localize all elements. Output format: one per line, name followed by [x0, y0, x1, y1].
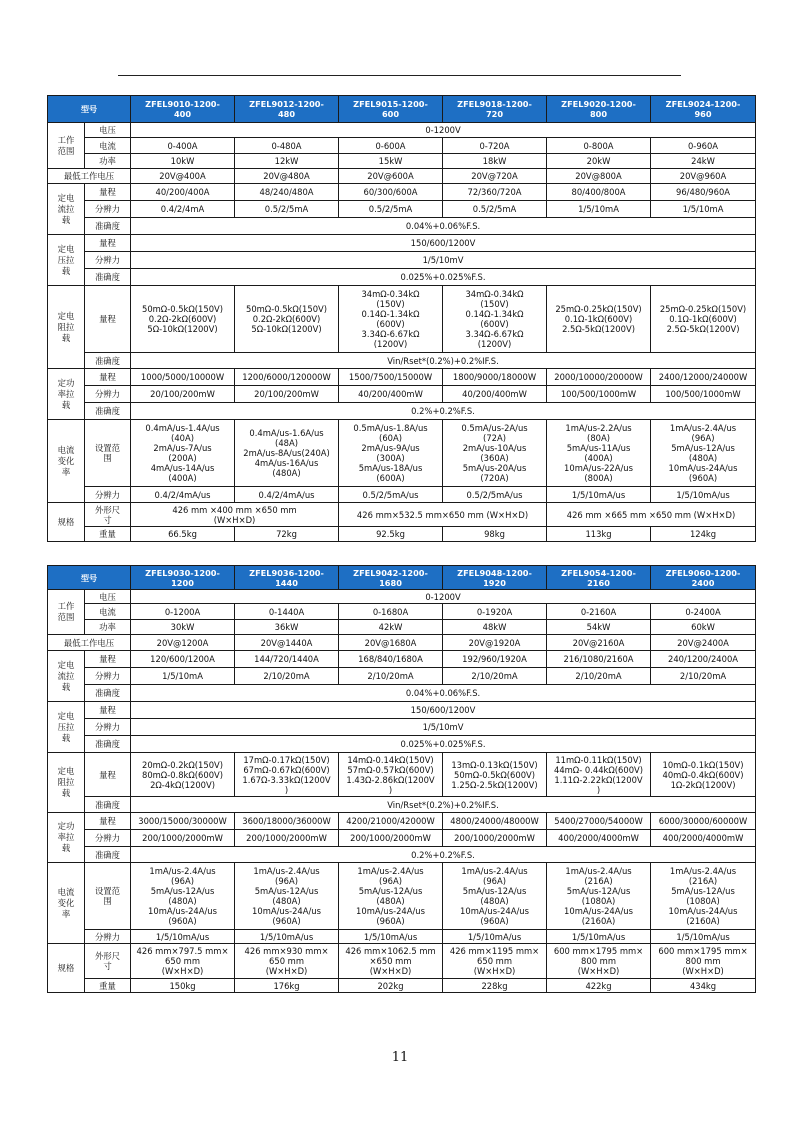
setting-label: 设置范 围 — [85, 420, 131, 487]
cr-range-value: 14mΩ-0.14kΩ(150V) 57mΩ-0.57kΩ(600V) 1.43Ω-2.86kΩ(1200V ) — [339, 753, 443, 797]
resolution-label: 分辨力 — [85, 252, 131, 269]
cp-range-value: 6000/30000/60000W — [651, 813, 756, 830]
cv-resolution-row — [48, 719, 756, 736]
slew-resolution-value: 1/5/10mA/us — [235, 930, 339, 944]
cc-resolution-value: 2/10/20mA — [547, 668, 651, 685]
dimensions-value: 426 mm ×400 mm ×650 mm (W×H×D) — [131, 503, 339, 527]
min-voltage-label: 最低工作电压 — [48, 635, 131, 651]
cc-resolution-value: 0.5/2/5mA — [443, 201, 547, 218]
cp-range-value: 2000/10000/20000W — [547, 369, 651, 386]
model-name: ZFEL9036-1200- 1440 — [235, 566, 339, 590]
current-row — [48, 604, 756, 620]
weight-label: 重量 — [85, 527, 131, 542]
power-value: 18kW — [443, 154, 547, 169]
range-label: 量程 — [85, 753, 131, 797]
dimensions-row — [48, 503, 756, 527]
cp-group-label: 定功 率拉 载 — [48, 369, 85, 420]
power-value: 20kW — [547, 154, 651, 169]
slew-resolution-value: 1/5/10mA/us — [547, 930, 651, 944]
cc-range-value: 40/200/400A — [131, 184, 235, 201]
cp-resolution-value: 100/500/1000mW — [651, 386, 756, 403]
model-name: ZFEL9042-1200- 1680 — [339, 566, 443, 590]
accuracy-label: 准确度 — [85, 685, 131, 702]
slew-setting-value: 1mA/us-2.4A/us (216A) 5mA/us-12A/us (1080A) 10mA/us-24A/us (2160A) — [651, 863, 756, 930]
cc-resolution-row — [48, 201, 756, 218]
min-voltage-value: 20V@1680A — [339, 635, 443, 651]
slew-setting-row — [48, 863, 756, 930]
weight-value: 92.5kg — [339, 527, 443, 542]
cv-accuracy-value: 0.025%+0.025%F.S. — [131, 269, 756, 286]
slew-setting-value: 1mA/us-2.4A/us (96A) 5mA/us-12A/us (480A) 10mA/us-24A/us (960A) — [443, 863, 547, 930]
weight-value: 422kg — [547, 979, 651, 993]
weight-label: 重量 — [85, 979, 131, 993]
current-value: 0-1680A — [339, 604, 443, 620]
power-row — [48, 620, 756, 635]
header-rule — [118, 75, 681, 76]
cc-range-value: 192/960/1920A — [443, 651, 547, 668]
cr-range-value: 13mΩ-0.13kΩ(150V) 50mΩ-0.5kΩ(600V) 1.25Ω-2.5kΩ(1200V) — [443, 753, 547, 797]
slew-group-label: 电流 变化 率 — [48, 863, 85, 944]
current-value: 0-720A — [443, 138, 547, 154]
cr-range-value: 50mΩ-0.5kΩ(150V) 0.2Ω-2kΩ(600V) 5Ω-10kΩ(1200V) — [131, 286, 235, 353]
cr-group-label: 定电 阻拉 载 — [48, 753, 85, 813]
cv-accuracy-row — [48, 269, 756, 286]
range-label: 量程 — [85, 651, 131, 668]
cc-resolution-value: 2/10/20mA — [339, 668, 443, 685]
power-value: 30kW — [131, 620, 235, 635]
min-voltage-value: 20V@1440A — [235, 635, 339, 651]
slew-resolution-value: 1/5/10mA/us — [443, 930, 547, 944]
slew-resolution-value: 1/5/10mA/us — [547, 487, 651, 503]
slew-resolution-value: 1/5/10mA/us — [131, 930, 235, 944]
current-row — [48, 138, 756, 154]
cc-accuracy-value: 0.04%+0.06%F.S. — [131, 218, 756, 235]
cc-range-value: 96/480/960A — [651, 184, 756, 201]
power-row — [48, 154, 756, 169]
power-value: 12kW — [235, 154, 339, 169]
model-header-row — [48, 96, 756, 123]
model-name: ZFEL9015-1200- 600 — [339, 96, 443, 123]
power-value: 10kW — [131, 154, 235, 169]
current-value: 0-960A — [651, 138, 756, 154]
cr-range-value: 20mΩ-0.2kΩ(150V) 80mΩ-0.8kΩ(600V) 2Ω-4kΩ(1200V) — [131, 753, 235, 797]
accuracy-label: 准确度 — [85, 269, 131, 286]
cp-range-value: 4200/21000/42000W — [339, 813, 443, 830]
current-value: 0-1440A — [235, 604, 339, 620]
current-value: 0-1200A — [131, 604, 235, 620]
dimensions-value: 426 mm×1195 mm× 650 mm (W×H×D) — [443, 944, 547, 979]
cv-range-row — [48, 235, 756, 252]
cr-range-value: 17mΩ-0.17kΩ(150V) 67mΩ-0.67kΩ(600V) 1.67Ω-3.33kΩ(1200V ) — [235, 753, 339, 797]
voltage-value: 0-1200V — [131, 123, 756, 138]
current-value: 0-1920A — [443, 604, 547, 620]
min-voltage-value: 20V@720A — [443, 169, 547, 184]
cc-accuracy-row — [48, 218, 756, 235]
range-label: 量程 — [85, 813, 131, 830]
cv-group-label: 定电 压拉 载 — [48, 702, 85, 753]
resolution-label: 分辨力 — [85, 830, 131, 847]
cv-resolution-row — [48, 252, 756, 269]
min-voltage-value: 20V@1920A — [443, 635, 547, 651]
model-name: ZFEL9020-1200- 800 — [547, 96, 651, 123]
power-value: 48kW — [443, 620, 547, 635]
slew-setting-value: 0.5mA/us-1.8A/us (60A) 2mA/us-9A/us (300A) 5mA/us-18A/us (600A) — [339, 420, 443, 487]
min-voltage-value: 20V@960A — [651, 169, 756, 184]
cp-range-value: 1200/6000/120000W — [235, 369, 339, 386]
slew-resolution-value: 0.5/2/5mA/us — [443, 487, 547, 503]
voltage-row — [48, 590, 756, 604]
range-label: 量程 — [85, 369, 131, 386]
cp-resolution-value: 200/1000/2000mW — [235, 830, 339, 847]
model-name: ZFEL9024-1200- 960 — [651, 96, 756, 123]
dimensions-value: 600 mm×1795 mm× 800 mm (W×H×D) — [547, 944, 651, 979]
weight-value: 72kg — [235, 527, 339, 542]
model-name: ZFEL9060-1200- 2400 — [651, 566, 756, 590]
cc-group-label: 定电 流拉 载 — [48, 651, 85, 702]
cr-accuracy-value: Vin/Rset*(0.2%)+0.2%IF.S. — [131, 353, 756, 369]
slew-setting-value: 0.4mA/us-1.4A/us (40A) 2mA/us-7A/us (200A) 4mA/us-14A/us (400A) — [131, 420, 235, 487]
spec-table-2 — [47, 565, 756, 993]
slew-setting-value: 1mA/us-2.4A/us (96A) 5mA/us-12A/us (480A) 10mA/us-24A/us (960A) — [131, 863, 235, 930]
cr-group-label: 定电 阻拉 载 — [48, 286, 85, 369]
cp-resolution-value: 200/1000/2000mW — [339, 830, 443, 847]
current-label: 电流 — [85, 138, 131, 154]
cc-range-row — [48, 184, 756, 201]
cp-range-row — [48, 369, 756, 386]
voltage-value: 0-1200V — [131, 590, 756, 604]
power-value: 15kW — [339, 154, 443, 169]
slew-resolution-value: 1/5/10mA/us — [339, 930, 443, 944]
cv-resolution-value: 1/5/10mV — [131, 719, 756, 736]
current-value: 0-800A — [547, 138, 651, 154]
min-voltage-value: 20V@800A — [547, 169, 651, 184]
power-value: 36kW — [235, 620, 339, 635]
cc-resolution-value: 2/10/20mA — [235, 668, 339, 685]
weight-row — [48, 527, 756, 542]
cc-resolution-value: 1/5/10mA — [651, 201, 756, 218]
power-value: 24kW — [651, 154, 756, 169]
weight-value: 202kg — [339, 979, 443, 993]
cv-group-label: 定电 压拉 载 — [48, 235, 85, 286]
power-label: 功率 — [85, 154, 131, 169]
power-value: 54kW — [547, 620, 651, 635]
cc-group-label: 定电 流拉 载 — [48, 184, 85, 235]
cr-accuracy-row — [48, 797, 756, 813]
range-group-label: 工作 范围 — [48, 590, 85, 635]
weight-value: 124kg — [651, 527, 756, 542]
weight-value: 434kg — [651, 979, 756, 993]
dimensions-value: 426 mm×930 mm× 650 mm (W×H×D) — [235, 944, 339, 979]
cc-resolution-value: 0.4/2/4mA — [131, 201, 235, 218]
model-name: ZFEL9012-1200- 480 — [235, 96, 339, 123]
min-voltage-value: 20V@2160A — [547, 635, 651, 651]
cr-accuracy-value: Vin/Rset*(0.2%)+0.2%IF.S. — [131, 797, 756, 813]
min-voltage-label: 最低工作电压 — [48, 169, 131, 184]
dimensions-label: 外形尺 寸 — [85, 503, 131, 527]
cc-range-value: 240/1200/2400A — [651, 651, 756, 668]
cp-range-value: 3600/18000/36000W — [235, 813, 339, 830]
slew-resolution-value: 0.4/2/4mA/us — [235, 487, 339, 503]
current-value: 0-2160A — [547, 604, 651, 620]
weight-value: 66.5kg — [131, 527, 235, 542]
cc-resolution-value: 0.5/2/5mA — [339, 201, 443, 218]
cc-accuracy-row — [48, 685, 756, 702]
cv-accuracy-row — [48, 736, 756, 753]
range-group-label: 工作 范围 — [48, 123, 85, 169]
cp-range-value: 5400/27000/54000W — [547, 813, 651, 830]
dimensions-label: 外形尺 寸 — [85, 944, 131, 979]
cp-resolution-value: 40/200/400mW — [339, 386, 443, 403]
resolution-label: 分辨力 — [85, 386, 131, 403]
slew-setting-row — [48, 420, 756, 487]
voltage-label: 电压 — [85, 590, 131, 604]
cv-range-value: 150/600/1200V — [131, 235, 756, 252]
model-label: 型号 — [48, 96, 131, 123]
slew-setting-value: 1mA/us-2.4A/us (96A) 5mA/us-12A/us (480A) 10mA/us-24A/us (960A) — [651, 420, 756, 487]
current-value: 0-2400A — [651, 604, 756, 620]
dimensions-value: 426 mm×532.5 mm×650 mm (W×H×D) — [339, 503, 547, 527]
weight-row — [48, 979, 756, 993]
resolution-label: 分辨力 — [85, 719, 131, 736]
cc-resolution-value: 2/10/20mA — [443, 668, 547, 685]
model-name: ZFEL9048-1200- 1920 — [443, 566, 547, 590]
slew-setting-value: 1mA/us-2.4A/us (96A) 5mA/us-12A/us (480A) 10mA/us-24A/us (960A) — [339, 863, 443, 930]
cp-resolution-value: 40/200/400mW — [443, 386, 547, 403]
slew-resolution-row — [48, 930, 756, 944]
cc-range-row — [48, 651, 756, 668]
cc-resolution-row — [48, 668, 756, 685]
cr-range-value: 34mΩ-0.34kΩ (150V) 0.14Ω-1.34kΩ (600V) 3.34Ω-6.67kΩ (1200V) — [339, 286, 443, 353]
current-value: 0-480A — [235, 138, 339, 154]
cp-range-value: 1800/9000/18000W — [443, 369, 547, 386]
cp-accuracy-row — [48, 847, 756, 863]
cp-resolution-row — [48, 830, 756, 847]
current-label: 电流 — [85, 604, 131, 620]
model-header-row — [48, 566, 756, 590]
dimensions-value: 426 mm×797.5 mm× 650 mm (W×H×D) — [131, 944, 235, 979]
spec-group-label: 规格 — [48, 944, 85, 993]
power-value: 42kW — [339, 620, 443, 635]
cr-range-value: 25mΩ-0.25kΩ(150V) 0.1Ω-1kΩ(600V) 2.5Ω-5kΩ(1200V) — [547, 286, 651, 353]
min-voltage-value: 20V@600A — [339, 169, 443, 184]
dimensions-value: 600 mm×1795 mm× 800 mm (W×H×D) — [651, 944, 756, 979]
min-voltage-value: 20V@400A — [131, 169, 235, 184]
cp-accuracy-value: 0.2%+0.2%F.S. — [131, 403, 756, 420]
weight-value: 176kg — [235, 979, 339, 993]
range-label: 量程 — [85, 286, 131, 353]
slew-group-label: 电流 变化 率 — [48, 420, 85, 503]
power-label: 功率 — [85, 620, 131, 635]
accuracy-label: 准确度 — [85, 736, 131, 753]
min-voltage-row — [48, 635, 756, 651]
cc-resolution-value: 0.5/2/5mA — [235, 201, 339, 218]
cr-range-value: 50mΩ-0.5kΩ(150V) 0.2Ω-2kΩ(600V) 5Ω-10kΩ(1200V) — [235, 286, 339, 353]
slew-resolution-value: 0.4/2/4mA/us — [131, 487, 235, 503]
cp-range-value: 3000/15000/30000W — [131, 813, 235, 830]
slew-setting-value: 1mA/us-2.4A/us (216A) 5mA/us-12A/us (1080A) 10mA/us-24A/us (2160A) — [547, 863, 651, 930]
cp-accuracy-value: 0.2%+0.2%F.S. — [131, 847, 756, 863]
slew-setting-value: 0.4mA/us-1.6A/us (48A) 2mA/us-8A/us(240A) 4mA/us-16A/us (480A) — [235, 420, 339, 487]
resolution-label: 分辨力 — [85, 201, 131, 218]
cp-range-value: 2400/12000/24000W — [651, 369, 756, 386]
range-label: 量程 — [85, 235, 131, 252]
cp-accuracy-row — [48, 403, 756, 420]
cv-resolution-value: 1/5/10mV — [131, 252, 756, 269]
model-name: ZFEL9018-1200- 720 — [443, 96, 547, 123]
accuracy-label: 准确度 — [85, 218, 131, 235]
setting-label: 设置范 围 — [85, 863, 131, 930]
cv-range-value: 150/600/1200V — [131, 702, 756, 719]
accuracy-label: 准确度 — [85, 403, 131, 420]
cr-range-value: 10mΩ-0.1kΩ(150V) 40mΩ-0.4kΩ(600V) 1Ω-2kΩ(1200V) — [651, 753, 756, 797]
slew-resolution-value: 0.5/2/5mA/us — [339, 487, 443, 503]
cp-range-value: 1000/5000/10000W — [131, 369, 235, 386]
range-label: 量程 — [85, 702, 131, 719]
weight-value: 98kg — [443, 527, 547, 542]
cv-range-row — [48, 702, 756, 719]
cr-range-row — [48, 753, 756, 797]
resolution-label: 分辨力 — [85, 668, 131, 685]
cc-range-value: 80/400/800A — [547, 184, 651, 201]
cc-resolution-value: 2/10/20mA — [651, 668, 756, 685]
cc-resolution-value: 1/5/10mA — [547, 201, 651, 218]
model-name: ZFEL9054-1200- 2160 — [547, 566, 651, 590]
accuracy-label: 准确度 — [85, 797, 131, 813]
slew-resolution-value: 1/5/10mA/us — [651, 930, 756, 944]
cp-range-value: 4800/24000/48000W — [443, 813, 547, 830]
min-voltage-value: 20V@480A — [235, 169, 339, 184]
dimensions-row — [48, 944, 756, 979]
cc-range-value: 48/240/480A — [235, 184, 339, 201]
slew-setting-value: 0.5mA/us-2A/us (72A) 2mA/us-10A/us (360A) 5mA/us-20A/us (720A) — [443, 420, 547, 487]
cc-range-value: 144/720/1440A — [235, 651, 339, 668]
slew-setting-value: 1mA/us-2.4A/us (96A) 5mA/us-12A/us (480A) 10mA/us-24A/us (960A) — [235, 863, 339, 930]
voltage-row — [48, 123, 756, 138]
min-voltage-value: 20V@2400A — [651, 635, 756, 651]
cc-range-value: 120/600/1200A — [131, 651, 235, 668]
spec-group-label: 规格 — [48, 503, 85, 542]
accuracy-label: 准确度 — [85, 353, 131, 369]
cp-range-value: 1500/7500/15000W — [339, 369, 443, 386]
weight-value: 228kg — [443, 979, 547, 993]
cr-range-row — [48, 286, 756, 353]
cp-resolution-value: 400/2000/4000mW — [547, 830, 651, 847]
cr-accuracy-row — [48, 353, 756, 369]
cv-accuracy-value: 0.025%+0.025%F.S. — [131, 736, 756, 753]
cr-range-value: 11mΩ-0.11kΩ(150V) 44mΩ- 0.44kΩ(600V) 1.11Ω-2.22kΩ(1200V ) — [547, 753, 651, 797]
dimensions-value: 426 mm ×665 mm ×650 mm (W×H×D) — [547, 503, 756, 527]
power-value: 60kW — [651, 620, 756, 635]
resolution-label: 分辨力 — [85, 487, 131, 503]
page-number: 11 — [391, 1050, 409, 1065]
model-label: 型号 — [48, 566, 131, 590]
cc-range-value: 216/1080/2160A — [547, 651, 651, 668]
voltage-label: 电压 — [85, 123, 131, 138]
model-name: ZFEL9010-1200- 400 — [131, 96, 235, 123]
current-value: 0-600A — [339, 138, 443, 154]
resolution-label: 分辨力 — [85, 930, 131, 944]
min-voltage-value: 20V@1200A — [131, 635, 235, 651]
cp-resolution-row — [48, 386, 756, 403]
cc-resolution-value: 1/5/10mA — [131, 668, 235, 685]
slew-resolution-row — [48, 487, 756, 503]
cp-resolution-value: 20/100/200mW — [131, 386, 235, 403]
cr-range-value: 25mΩ-0.25kΩ(150V) 0.1Ω-1kΩ(600V) 2.5Ω-5kΩ(1200V) — [651, 286, 756, 353]
model-name: ZFEL9030-1200- 1200 — [131, 566, 235, 590]
cc-range-value: 72/360/720A — [443, 184, 547, 201]
cp-group-label: 定功 率拉 载 — [48, 813, 85, 863]
weight-value: 113kg — [547, 527, 651, 542]
cp-resolution-value: 400/2000/4000mW — [651, 830, 756, 847]
slew-setting-value: 1mA/us-2.2A/us (80A) 5mA/us-11A/us (400A) 10mA/us-22A/us (800A) — [547, 420, 651, 487]
cp-resolution-value: 100/500/1000mW — [547, 386, 651, 403]
cp-resolution-value: 20/100/200mW — [235, 386, 339, 403]
cc-range-value: 60/300/600A — [339, 184, 443, 201]
current-value: 0-400A — [131, 138, 235, 154]
slew-resolution-value: 1/5/10mA/us — [651, 487, 756, 503]
cc-range-value: 168/840/1680A — [339, 651, 443, 668]
weight-value: 150kg — [131, 979, 235, 993]
dimensions-value: 426 mm×1062.5 mm ×650 mm (W×H×D) — [339, 944, 443, 979]
range-label: 量程 — [85, 184, 131, 201]
cc-accuracy-value: 0.04%+0.06%F.S. — [131, 685, 756, 702]
cr-range-value: 34mΩ-0.34kΩ (150V) 0.14Ω-1.34kΩ (600V) 3.34Ω-6.67kΩ (1200V) — [443, 286, 547, 353]
spec-table-1 — [47, 95, 756, 542]
cp-resolution-value: 200/1000/2000mW — [443, 830, 547, 847]
cp-resolution-value: 200/1000/2000mW — [131, 830, 235, 847]
cp-range-row — [48, 813, 756, 830]
accuracy-label: 准确度 — [85, 847, 131, 863]
min-voltage-row — [48, 169, 756, 184]
